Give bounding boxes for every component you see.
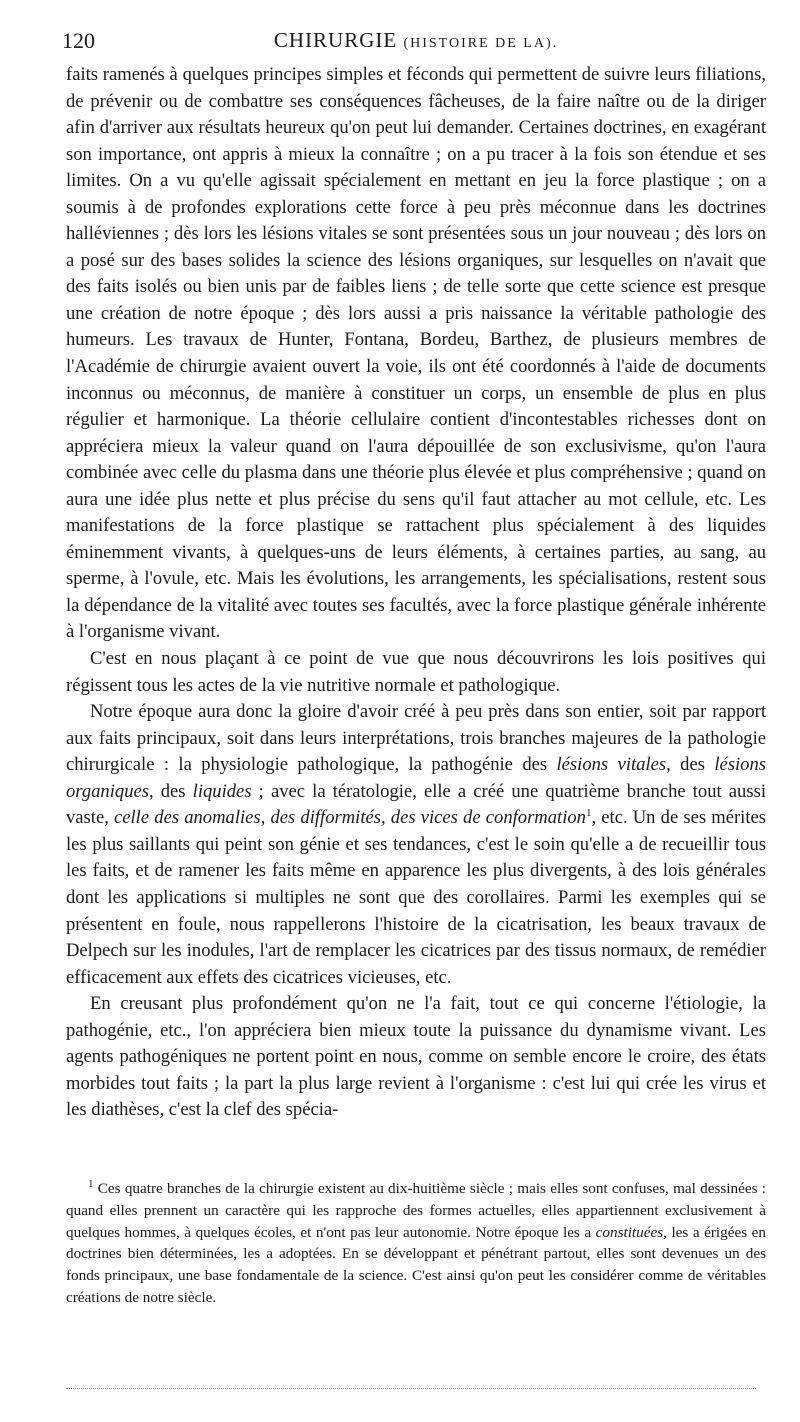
body-text <box>66 62 766 1124</box>
footnote <box>66 1178 766 1309</box>
footnote-text-a: Ces quatre branches de la chirurgie existent au dix-huitième siècle ; mais elles sont confuses, mal dessinées : quand elles prennent un caractère qui les rapproche des formes actuelles, elles appartiennent exclusivement à quelques hommes, à quelques écoles, et n'ont pas leur autonomie. Notre époque les a <box>66 1180 767 1241</box>
p3-liquides: liquides <box>192 780 252 802</box>
paragraph-1: faits ramenés à quelques principes simples et féconds qui permettent de suivre leurs filiations, de prévenir ou de combattre ses conséquences fâcheuses, de la faire naître ou de la diriger afin d'arriver aux résultats heureux qu'on peut lui demander. Certaines doctrines, en exagérant son importance, ont appris à mieux la connaître ; on a pu tracer à la fois son étendue et ses limites. On a vu qu'elle agissait spécialement en mettant en jeu la force plastique ; on a soumis à de profondes explorations cette force à peu près méconnue dans les doctrines halléviennes ; dès lors les lésions vitales se sont présentées sous un jour nouveau ; dès lors on a posé sur des bases solides la science des lésions organiques, sur lesquelles on n'avait que des faits isolés ou bien unis par de faibles liens ; de telle sorte que cette science est presque une création de notre époque ; dès lors aussi a pris naissance la véritable pathologie des humeurs. Les travaux de Hunter, Fontana, Bordeu, Barthez, de plusieurs membres de l'Académie de chirurgie avaient ouvert la voie, ils ont été coordonnés à l'aide de documents inconnus ou méconnus, de manière à constituer un corps, un ensemble de plus en plus régulier et harmonique. La théorie cellulaire contient d'incontestables richesses dont on appréciera mieux la valeur quand on l'aura dépouillée de son exclusivisme, qu'on l'aura combinée avec celle du plasma dans une théorie plus élevée et plus compréhensive ; quand on aura une idée plus nette et plus précise du sens qu'il faut attacher au mot cellule, etc. Les manifestations de la force plastique se rattachent plus spécialement à des liquides éminemment vivants, à quelques-uns de leurs éléments, à certaines parties, au sang, au sperme, à l'ovule, etc. Mais les évolutions, les arrangements, les spécialisations, restent sous la dépendance de la vitalité avec toutes ses facultés, avec la force plastique générale inhérente à l'organisme vivant. <box>66 64 766 643</box>
footnote-reference: 1 <box>585 807 592 820</box>
p3-anomalies: celle des anomalies, des difformités, des vices de conformation <box>114 807 586 829</box>
book-page <box>62 0 767 1422</box>
bottom-dotted-rule <box>66 1388 756 1389</box>
p3-lesions-organiques: lésions organiques <box>66 754 766 802</box>
paragraph-4: En creusant plus profondément qu'on ne l'a fait, tout ce qui concerne l'étiologie, la pathogénie, etc., l'on appréciera bien mieux toute la puissance du dynamisme vivant. Les agents pathogéniques ne portent point en nous, comme on semble encore le croire, des états morbides tout faits ; la part la plus large revient à l'organisme : c'est lui qui crée les virus et les diathèses, c'est la clef des spécia- <box>66 993 766 1121</box>
paragraph-3 <box>66 699 766 991</box>
running-title <box>66 28 766 53</box>
page-number: 120 <box>62 28 95 53</box>
paragraph-2: C'est en nous plaçant à ce point de vue que nous découvrirons les lois positives qui régissent tous les actes de la vie nutritive normale et pathologique. <box>66 648 766 696</box>
footnote-constituees: constituées <box>595 1223 664 1241</box>
footnote-text-c: , les a érigées en doctrines bien déterminées, les a adoptées. En se développant et pénétrant partout, elles sont devenues un des fonds principaux, une base fondamentale de la science. C'est ainsi qu'on peut les considérer comme de véritables créations de notre siècle. <box>66 1223 767 1306</box>
p3-text-g: ; avec la tératologie, elle a créé une quatrième branche tout aussi vaste, <box>66 780 766 829</box>
p3-text-i: , etc. Un de ses mérites les plus saillants qui peint son génie et ses tendances, c'est le soin qu'elle a de recueillir tous les faits, et de ramener les faits même en apparence les plus divergents, à des lois générales dont les applications si multiples ne sont que des corollaires. Parmi les exemples qui se présentent en foule, nous rappellerons l'histoire de la cicatrisation, les beaux travaux de Delpech sur les inodules, l'art de remplacer les cicatrices par des tissus normaux, de remédier efficacement aux effets des cicatrices vicieuses, etc. <box>66 807 766 988</box>
p3-lesions-vitales: lésions vitales <box>556 754 667 776</box>
p3-text-e: , des <box>148 780 193 802</box>
p3-text-a: Notre époque aura donc la gloire d'avoir créé à peu près dans son entier, soit par rapport aux faits principaux, soit dans leurs interprétations, trois branches majeures de la pathologie chirurgicale : la physiologie pathologique, la pathogénie des <box>66 701 766 776</box>
running-header <box>62 28 766 58</box>
footnote-marker: 1 <box>88 1177 94 1190</box>
running-title-sub: (HISTOIRE DE LA). <box>403 36 559 51</box>
running-title-main: CHIRURGIE <box>273 28 398 52</box>
p3-text-c: , des <box>666 754 715 776</box>
